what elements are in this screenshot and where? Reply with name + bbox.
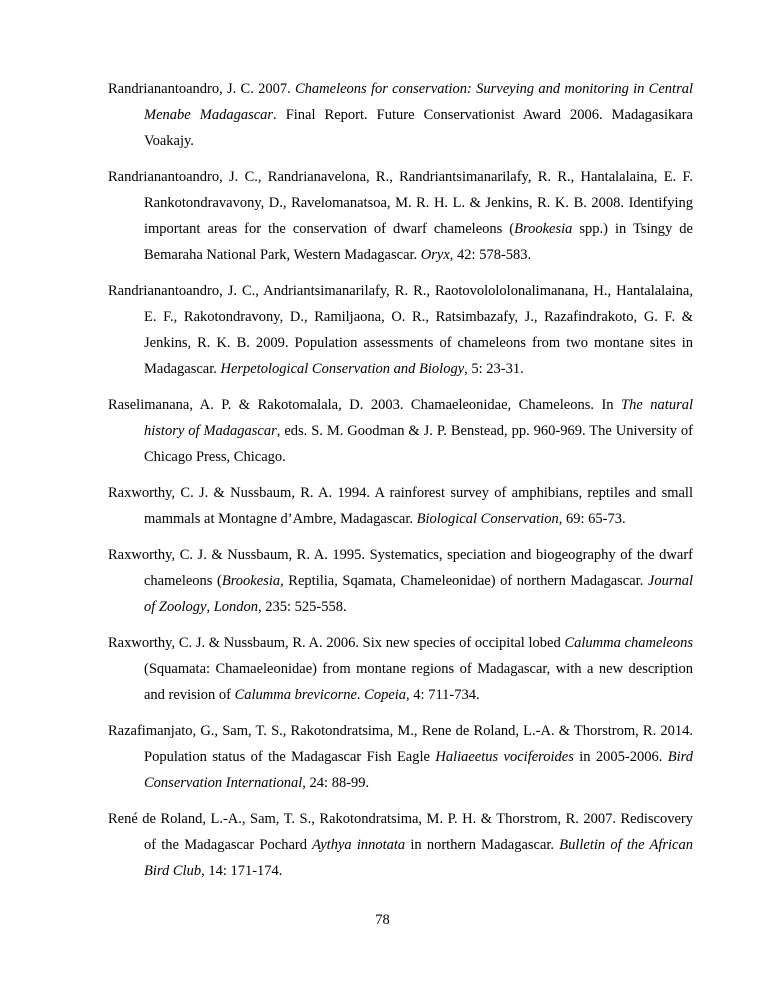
reference-text: , 235: 525-558. — [258, 599, 347, 615]
reference-text: René de Roland, L.-A., Sam, T. S., Rakotondratsima, M. P. H. & Thorstrom, R. 2007. Rediscovery of the Madagascar Pochard — [108, 811, 693, 853]
reference-text: , 24: 88-99. — [302, 775, 370, 791]
reference-entry — [108, 164, 693, 268]
reference-text: , 14: 171-174. — [201, 863, 283, 879]
reference-text: spp.) in Tsingy de Bemaraha National Park, Western Madagascar. — [144, 221, 693, 263]
reference-italic: London — [213, 599, 259, 615]
reference-journal: Bulletin of the African Bird Club — [144, 837, 693, 879]
reference-entry — [108, 480, 693, 532]
reference-journal: Oryx — [420, 247, 450, 263]
reference-text: , — [206, 599, 214, 615]
reference-title: Chameleons for conservation: Surveying and monitoring in Central Menabe Madagascar — [144, 81, 693, 123]
reference-journal: Journal of Zoology — [144, 573, 693, 615]
reference-text: . — [356, 687, 365, 703]
reference-italic: Calumma chameleons — [564, 635, 693, 651]
reference-text: Razafimanjato, G., Sam, T. S., Rakotondratsima, M., Rene de Roland, L.-A. & Thorstrom, R. 2014. Population status of the Madagascar Fish Eagle — [108, 723, 693, 765]
reference-text: , 4: 711-734. — [406, 687, 480, 703]
reference-entry — [108, 806, 693, 884]
reference-text: . Final Report. Future Conservationist Award 2006. Madagasikara Voakajy. — [144, 107, 693, 149]
reference-text: Raxworthy, C. J. & Nussbaum, R. A. 1995. Systematics, speciation and biogeography of the dwarf chameleons ( — [108, 547, 693, 589]
reference-entry — [108, 278, 693, 382]
reference-italic: Brookesia — [221, 573, 281, 589]
reference-list — [108, 76, 693, 894]
reference-journal: Copeia — [364, 687, 407, 703]
reference-journal: Bird Conservation International — [144, 749, 693, 791]
reference-italic: Calumma brevicorne — [234, 687, 357, 703]
reference-text: Randrianantoandro, J. C. 2007. — [108, 81, 296, 97]
reference-text: , 42: 578-583. — [449, 247, 532, 263]
reference-italic: Aythya innotata — [312, 837, 406, 853]
reference-text: Randrianantoandro, J. C., Andriantsimanarilafy, R. R., Raotovolololonalimanana, H., Hantalalaina, E. F., Rakotondravony, D., Ramiljaona, O. R., Ratsimbazafy, J., Razafindrakoto, G. F. & Jenkins, R. K. B. 2009. Population assessments of chameleons from two montane sites in Madagascar. — [108, 283, 693, 377]
reference-entry — [108, 630, 693, 708]
reference-journal: Biological Conservation — [416, 511, 559, 527]
reference-text: , Reptilia, Sqamata, Chameleonidae) of northern Madagascar. — [280, 573, 648, 589]
reference-entry — [108, 542, 693, 620]
reference-text: Raselimanana, A. P. & Rakotomalala, D. 2003. Chamaeleonidae, Chameleons. In — [108, 397, 622, 413]
reference-text: , 69: 65-73. — [558, 511, 626, 527]
reference-italic: Haliaeetus vociferoides — [435, 749, 574, 765]
reference-text: Raxworthy, C. J. & Nussbaum, R. A. 1994. A rainforest survey of amphibians, reptiles and small mammals at Montagne d’Ambre, Madagascar. — [108, 485, 693, 527]
reference-entry — [108, 76, 693, 154]
reference-text: , 5: 23-31. — [464, 361, 524, 377]
reference-entry — [108, 392, 693, 470]
reference-entry — [108, 718, 693, 796]
reference-text: , eds. S. M. Goodman & J. P. Benstead, pp. 960-969. The University of Chicago Press, Chicago. — [144, 423, 694, 465]
page-number: 78 — [375, 912, 390, 928]
reference-text: in 2005-2006. — [573, 749, 668, 765]
reference-italic: Brookesia — [514, 221, 573, 237]
reference-text: Randrianantoandro, J. C., Randrianavelona, R., Randriantsimanarilafy, R. R., Hantalalaina, E. F. Rankotondravavony, D., Ravelomanatsoa, M. R. H. L. & Jenkins, R. K. B. 2008. Identifying important areas for the conservation of dwarf chameleons ( — [108, 169, 693, 237]
reference-text: Raxworthy, C. J. & Nussbaum, R. A. 2006. Six new species of occipital lobed — [108, 635, 565, 651]
reference-text: in northern Madagascar. — [405, 837, 560, 853]
reference-text: (Squamata: Chamaeleonidae) from montane regions of Madagascar, with a new description and revision of — [144, 661, 693, 703]
reference-journal: Herpetological Conservation and Biology — [220, 361, 465, 377]
reference-title: The natural history of Madagascar — [144, 397, 693, 439]
